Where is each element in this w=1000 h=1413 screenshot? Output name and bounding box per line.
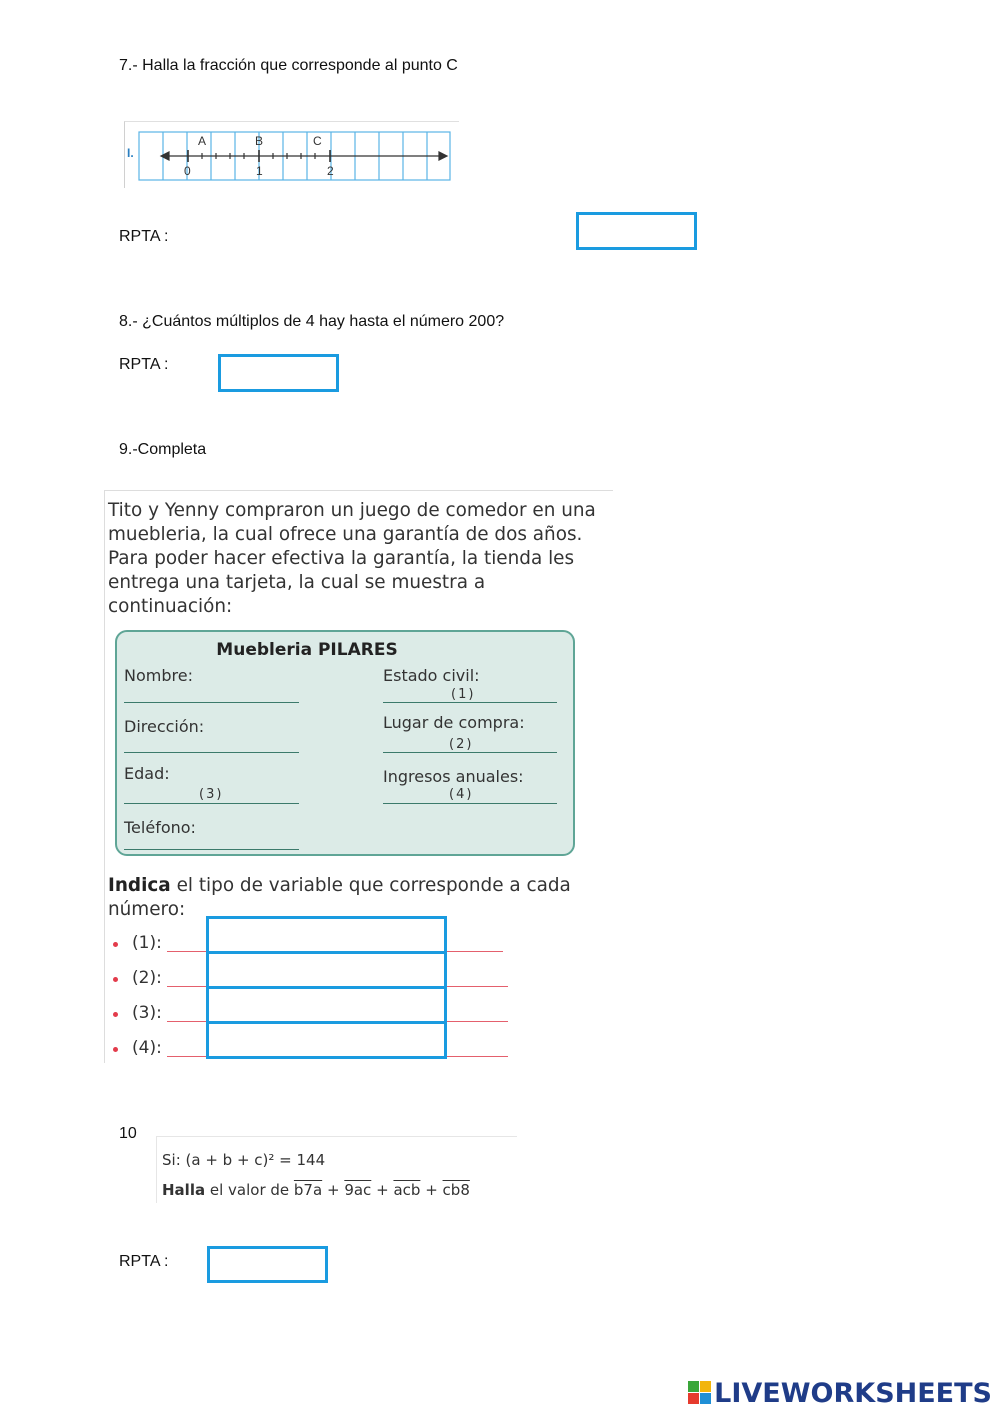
q9-answer-input-3[interactable] [206,986,447,1024]
halla-bold: Halla [162,1181,206,1199]
num-lugar-compra: (2) [449,737,474,752]
question-8-text: 8.- ¿Cuántos múltiplos de 4 hay hasta el número 200? [119,313,505,330]
logo-text: LIVEWORKSHEETS [714,1377,992,1409]
line-ingresos [383,803,557,804]
label-direccion: Dirección: [124,717,205,736]
line-lugar-compra [383,752,557,753]
number-line-svg [125,122,459,188]
line-nombre [124,702,299,703]
question-9-text: 9.-Completa [119,441,207,458]
q7-answer-input[interactable] [576,212,697,250]
formula-line-2 [162,1181,470,1199]
question-7-text: 7.- Halla la fracción que corresponde al punto C [119,57,458,74]
label-ingresos: Ingresos anuales: [383,767,524,786]
indica-text [108,874,613,922]
line-direccion [124,752,299,753]
line-estado-civil [383,702,557,703]
q9-answer-input-1[interactable] [206,916,447,954]
halla-rest: el valor de [205,1181,294,1199]
item-label-1: (1): [132,933,162,953]
term-2: 9ac [344,1181,372,1199]
bullet-4 [113,1047,118,1052]
passage-text: Tito y Yenny compraron un juego de comedor en una muebleria, la cual ofrece una garantía de dos años. Para poder hacer efectiva la garantía, la tienda les entrega una tarjeta, la cual se muestra a continuación: [108,500,596,617]
indica-bold: Indica [108,875,171,896]
q10-answer-input[interactable] [207,1246,328,1283]
label-lugar-compra: Lugar de compra: [383,713,525,732]
q10-rpta-label: RPTA : [119,1253,169,1270]
num-edad: (3) [199,787,224,802]
bullet-2 [113,977,118,982]
plus-1: + [326,1181,340,1199]
label-telefono: Teléfono: [124,818,196,837]
q8-rpta-label: RPTA : [119,356,169,373]
formula-line-1: Si: (a + b + c)² = 144 [162,1151,326,1169]
q7-rpta-label: RPTA : [119,228,169,245]
number-label-2: 2 [327,164,334,178]
line-telefono [124,849,299,850]
item-label-4: (4): [132,1038,162,1058]
number-label-1: 1 [256,164,263,178]
num-ingresos: (4) [449,787,474,802]
bullet-1 [113,942,118,947]
term-1: b7a [293,1181,323,1199]
q10-formula-figure [156,1136,517,1203]
q9-answer-input-2[interactable] [206,951,447,989]
item-label-2: (2): [132,968,162,988]
item-label-3: (3): [132,1003,162,1023]
term-4: cb8 [442,1181,470,1199]
plus-3: + [425,1181,438,1199]
indica-rest: el tipo de variable que corresponde a cada número: [108,875,571,920]
number-label-0: 0 [184,164,191,178]
label-nombre: Nombre: [124,666,193,685]
bullet-3 [113,1012,118,1017]
plus-2: + [376,1181,389,1199]
warranty-card [115,630,575,856]
point-label-c: C [313,134,322,148]
number-line-figure [124,121,459,188]
point-label-a: A [198,134,207,148]
q8-answer-input[interactable] [218,354,339,392]
q9-answer-input-4[interactable] [206,1021,447,1059]
point-label-b: B [255,134,264,148]
line-edad [124,803,299,804]
figure-row-label: I. [127,146,134,160]
liveworksheets-logo-icon [688,1381,712,1405]
card-title: Muebleria PILARES [216,640,398,660]
question-10-number: 10 [119,1125,137,1142]
term-3: $\overline{acb}$ [393,1181,421,1199]
label-edad: Edad: [124,764,170,783]
liveworksheets-logo [688,1376,992,1410]
label-estado-civil: Estado civil: [383,666,480,685]
num-estado-civil: (1) [451,687,476,702]
